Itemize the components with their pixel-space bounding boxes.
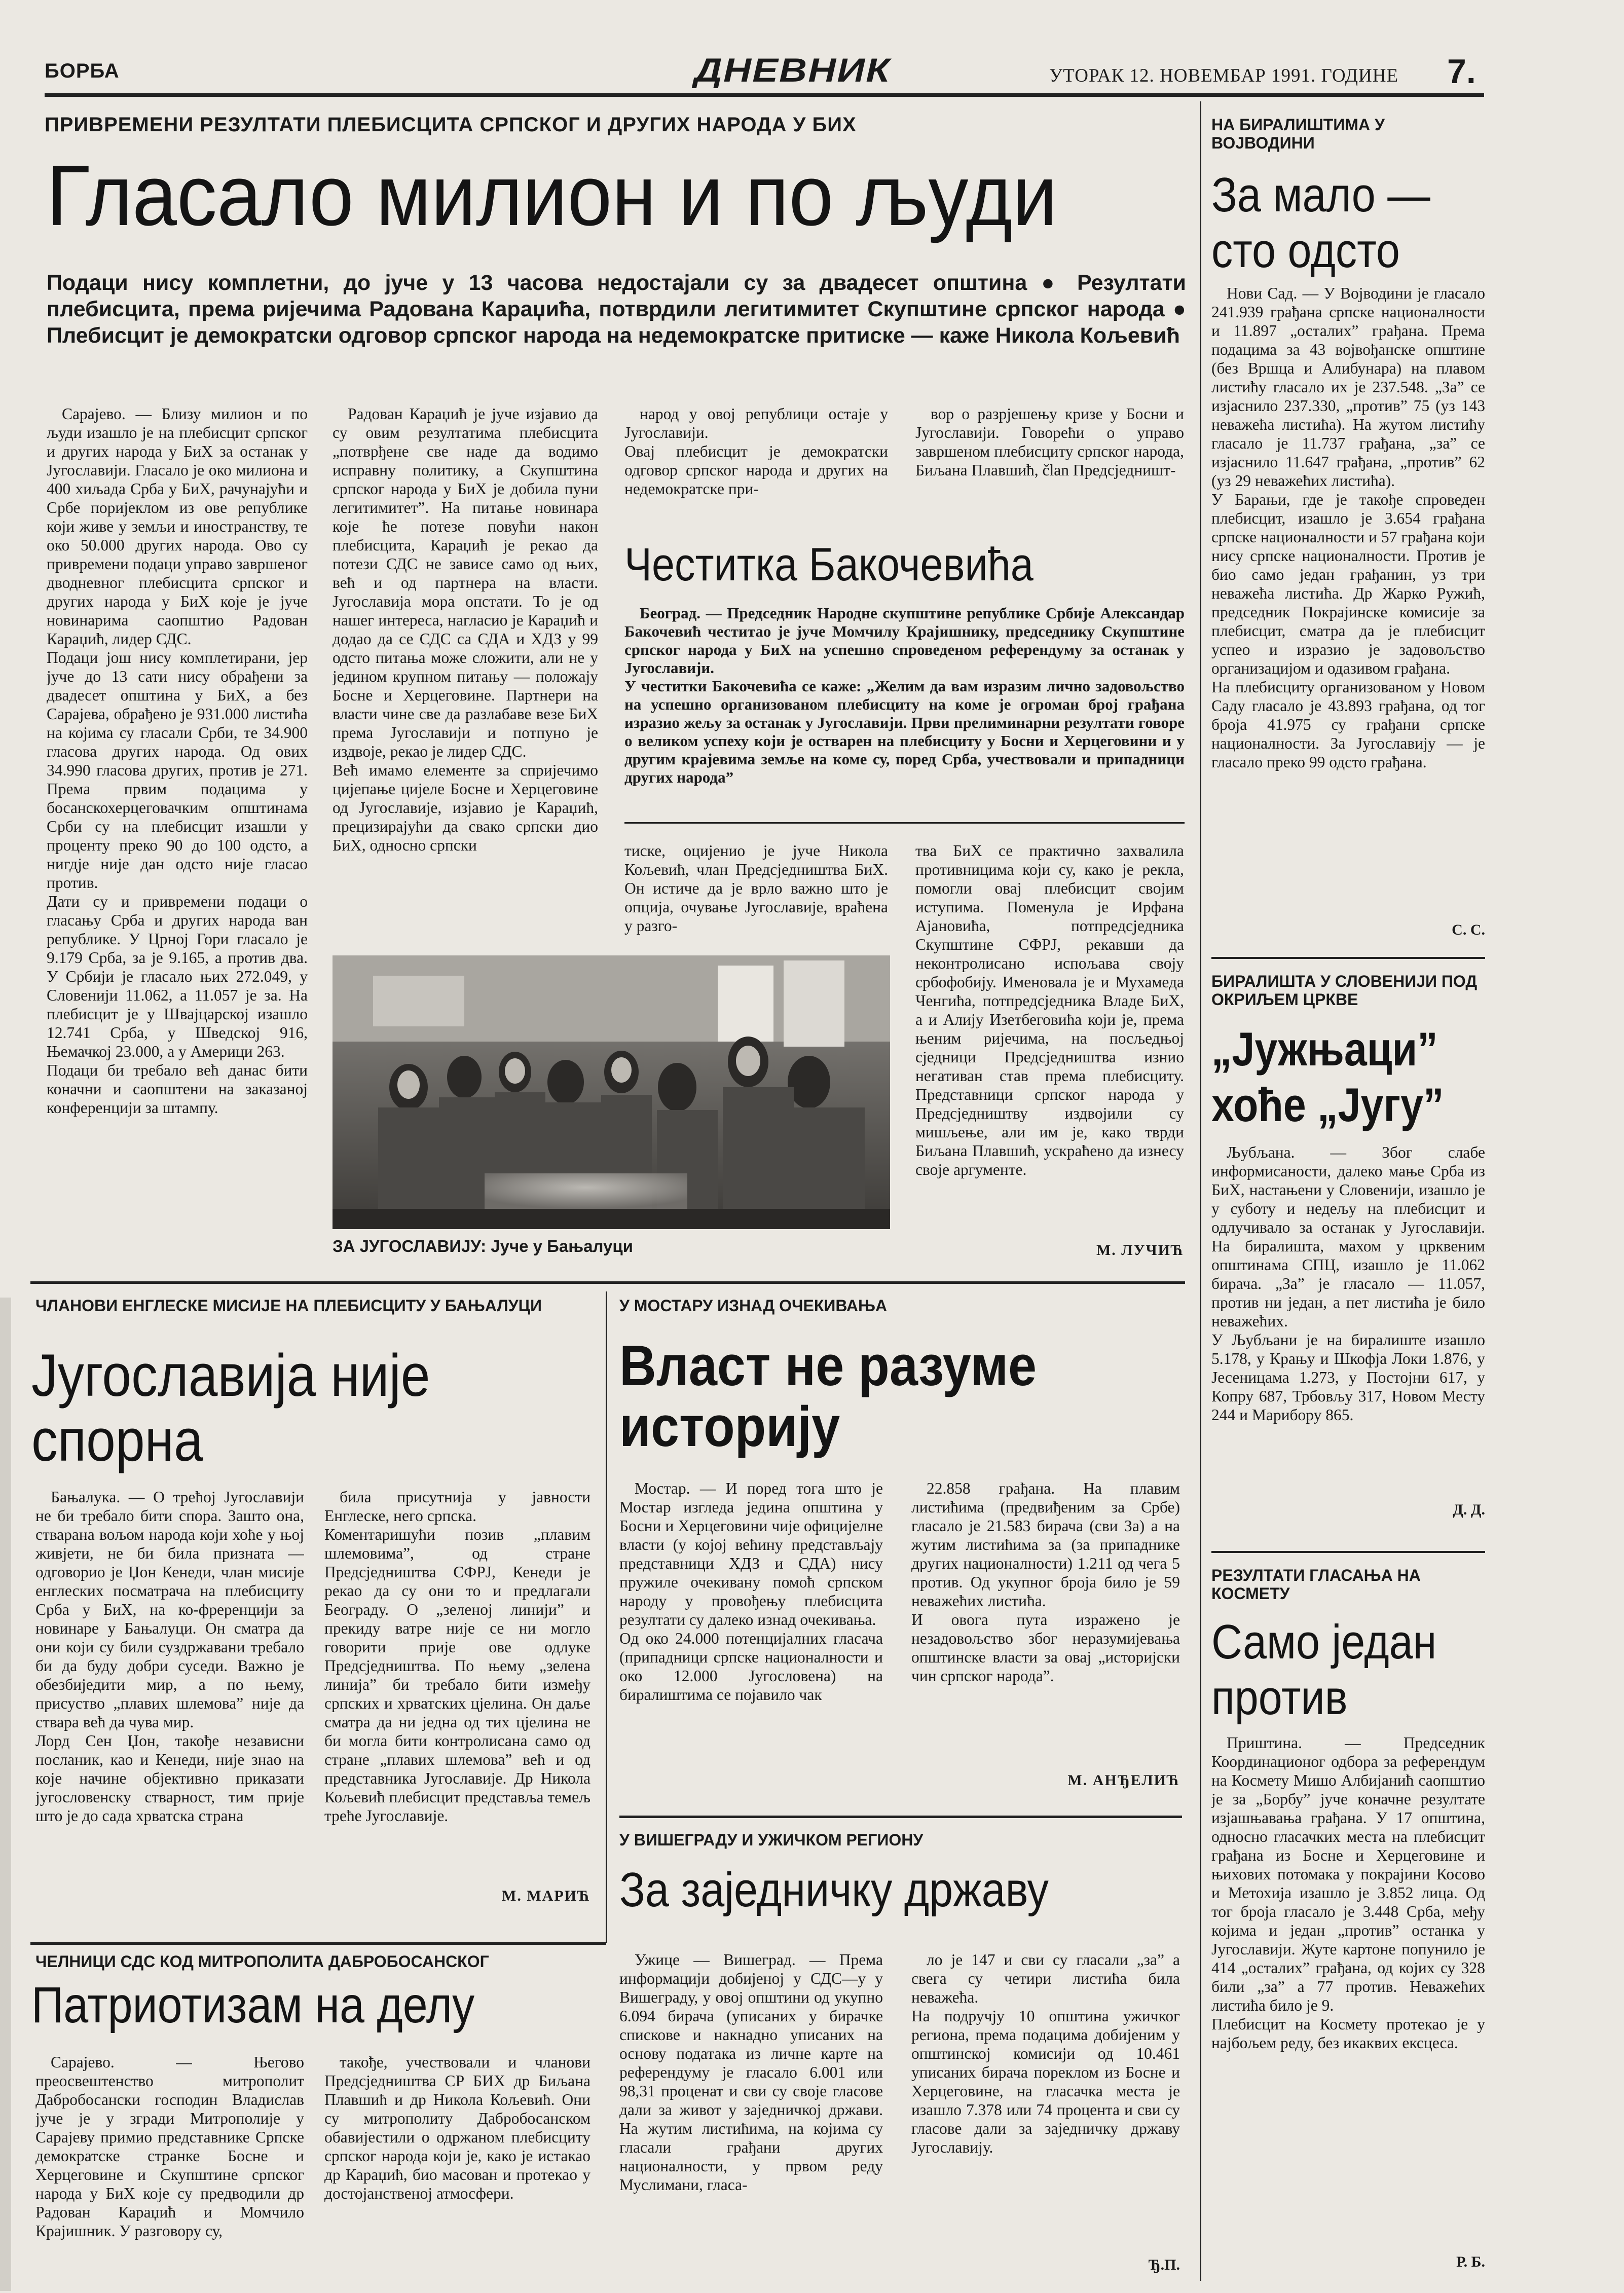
vojvodina-headline-text: За мало — сто одсто [1211,168,1430,278]
vojvodina-text: Нови Сад. — У Војводини је гласало 241.939 грађана српске националности и 11.897 „осталих” грађана. Према подацима за 43 војвођанске општине (без Вршца и Алибунара) на плавом листићу гласало их је 237.548. „За” се изјаснило 237.330, „против” 75 (уз 143 неважећа листића). На жутом листићу гласало је 11.737 грађана, „за” се изјаснило 11.647 грађана, „против” 62 (уз 29 неважећих листића). У Барањи, где је такође спроведен плебисцит, изашло је 3.654 грађана српске националности и 57 грађана који нису српске националности. Против је био само један грађанин, уз три неважећа листића. Др Жарко Ружић, председник Покрајинске комисије за плебисцит, сматра да је плебисцит успео и изразио је задовољство организацијом и одазивом грађана. На плебисциту организованом у Новом Саду гласало је 43.893 грађана, од тог броја 41.975 су грађани српске националности. За Југославију — је гласало преко 99 одсто грађана. [1211,284,1485,771]
mostar-rule [619,1816,1182,1818]
vojvodina-rule [1211,957,1485,959]
english-headline-text: Југославија није спорна [31,1342,430,1474]
main-col4-top-text: вор о разрјешењу кризе у Босни и Југославији. Говорећи о управо завршеном плебисциту српског народа, Биљана Плавшић, član Предсједништ- [915,405,1184,479]
masthead-center: ДНЕВНИК [694,51,891,89]
main-column-3-top [624,404,888,501]
mitropolit-col1-text: Сарајево. — Његово преосвештенство митрополит Дабробосански господин Владислав јуче је у згради Митрополије у Сарајеву примио представнике Српске демократске странке Босне и Херцеговине и Скупштине српског народа у БиХ које су предводили др Радован Караџић и Момчило Крајишник. У разговору су, [35,2053,304,2240]
rally-photo [333,955,890,1229]
masthead-date: УТОРАК 12. НОВЕМБАР 1991. ГОДИНЕ [1049,65,1399,86]
visegrad-column-2 [911,1950,1180,2254]
english-signature: М. МАРИЋ [502,1888,590,1904]
mostar-column-2 [911,1479,1180,1763]
english-col2-text: била присутнија у јавности Енглеске, него српска. Коментаришући позив „плавим шлемовима”, од стране Предсједништва СФРЈ, Кенеди је рекао да су они то и предлагали Београду. О „зеленој линији” и прекиду ватре није се ни могло говорити прије ове одлуке Предсједништва. По њему „зелена линија” би требало бити између српских и хрватских цјелина. Он даље сматра да ни једна од тих цјелина не би могла бити контролисана само од стране „плавих шлемова” већ и од представника Југославије. Др Никола Кољевић плебисцит представља темељ треће Југославије. [324,1488,590,1825]
vojvodina-headline [1211,167,1485,279]
column-rule-lower [606,1291,607,1943]
mostar-col2-text: 22.858 грађана. На плавим листићима (предвиђеним за Србе) гласало је 21.583 бирача (сви За) а на жутим листићима за (за припаднике других националности) 1.211 од чега 5 против. Од укупног броја било је 59 неважећих листића. И овога пута изражено је незадовољство због неразумијевања општинске власти за овај „историјски чин српског народа”. [911,1480,1180,1685]
mostar-column-1 [619,1479,883,1793]
main-col4-bottom-text: тва БиХ се практично захвалила противницима који су, како је рекла, помогли овај плебисцит својим иступима. Поменула је Ирфана Ајановића, потпредсједника Скупштине СФРЈ, рекавши да неконтролисано испољава своју србофобију. Именовала је и Мухамеда Ченгића, потпредсједника Владе БиХ, а и Алију Изетбеговића који је, према њеним ријечима, на посљедњој сједници Предсједништва изнио негативан став према плебисциту. Представници српског народа у Предсједништву издвојили су мишљење, али им је, како тврди Биљана Плавшић, ускраћено да изнесу своје аргументе. [915,842,1184,1178]
congrats-rule [624,822,1185,824]
english-column-1 [35,1488,304,1934]
masthead-left: БОРБА [45,60,120,82]
visegrad-column-1 [619,1950,883,2280]
mitropolit-kicker: ЧЕЛНИЦИ СДС КОД МИТРОПОЛИТА ДАБРОБОСАНСКОГ [35,1952,489,1971]
mostar-kicker: У МОСТАРУ ИЗНАД ОЧЕКИВАЊА [619,1297,888,1315]
slovenia-kicker: БИРАЛИШТА У СЛОВЕНИЈИ ПОД ОКРИЉЕМ ЦРКВЕ [1211,972,1478,1009]
photo-image [333,955,890,1229]
mitropolit-headline: Патриотизам на делу [31,1977,475,2033]
congrats-body [624,604,1185,817]
english-kicker: ЧЛАНОВИ ЕНГЛЕСКЕ МИСИЈЕ НА ПЛЕБИСЦИТУ У БАЊАЛУЦИ [35,1297,542,1315]
mitropolit-col2-text: такође, учествовали и чланови Предсједништва СР БИХ др Биљана Плавшић и др Никола Кољевић. Они су митрополиту Дабробосанском обавијестили о одржаном плебисциту српског народа који је, како је истакао др Караџић, био масован и протекао у достојанственој атмосфери. [324,2053,590,2202]
mitropolit-column-1 [35,2053,304,2276]
vojvodina-signature: С. С. [1452,921,1485,938]
main-col2-text: Радован Караџић је јуче изјавио да су овим резултатима плебисцита „потврђене све наде да водимо исправну политику, а Скупштина српског народа у БиХ је добила пуни легитимитет”. На питање новинара које ће потезе повући након плебисцита, Караџић је рекао да потези СДС не зависе само од њих, већ и од партнера на власти. Југославија мора опстати. То је од нашег интереса, нагласио је Караџић и додао да се СДС са СДА и ХДЗ у 99 одсто питања може сложити, али не у једином крупном питању — положају Босне и Херцеговине. Партнери на власти чине све да разлабаве везе БиХ према Југославији и потпуно је издвоје, рекао је лидер СДС. Већ имамо елементе за спријечимо цијепање цијеле Босне и Херцеговине од Југославије, изјавио је Караџић, прецизирајући да свако српски дио БиХ, односно српски [333,405,598,854]
visegrad-kicker: У ВИШЕГРАДУ И УЖИЧКОМ РЕГИОНУ [619,1831,924,1849]
masthead-rule [45,93,1484,97]
kosovo-kicker: РЕЗУЛТАТИ ГЛАСАЊА НА КОСМЕТУ [1211,1566,1421,1603]
main-signature: М. ЛУЧИЋ [1096,1242,1184,1259]
slovenia-body [1211,1143,1485,1518]
english-rule [30,1942,606,1945]
congrats-headline: Честитка Бакочевића [624,539,1034,590]
main-column-4-top [915,404,1184,501]
english-column-2 [324,1488,590,1888]
kosovo-headline [1211,1614,1485,1726]
slovenia-text: Љубљана. — Због слабе информисаности, далеко мање Срба из БиХ, настањени у Словенији, изашло је у суботу и недељу на плебисцит и одлучивало за останак у Југославији. На биралишта, махом у црквеним општинама СПЦ, изашло је 11.062 бирача. „За” је гласало — 11.057, против ни један, а пет листића је било неважећих. У Љубљани је на биралиште изашло 5.178, у Крању и Шкофја Локи 1.876, у Јесеницама 1.273, у Постојни 617, у Копру 687, Трбовљу 317, Новом Месту 244 и Марибору 865. [1211,1143,1485,1424]
main-column-4-bottom [915,841,1184,1237]
english-headline [31,1343,619,1473]
main-col3-bottom-text: тиске, оцијенио је јуче Никола Кољевић, члан Предсједништва БиХ. Он истиче да је врло важно што је опција, очување Југославије, враћена у разго- [624,842,888,935]
mostar-headline-text: Власт не разуме историју [619,1334,1037,1458]
english-col1-text: Бањалука. — О трећој Југославији не би требало бити спора. Зашто она, стварана вољом народа који хоће у њој живјети, не би била призната — одговорио је Џон Кенеди, члан мисије енглеских посматрача на плебисциту Срба у БиХ, на ко-фреренцији за новинаре у Бањалуци. Он сматра да они који су били суздржавани требало би да буду добри суседи. Важно је обезбиједити мир, а по њему, присуство „плавих шлемова” није да ствара већ да чува мир. Лорд Сен Џон, такође независни посланик, као и Кенеди, није знао на које начине објективно приказати југословенску стварност, тим прије што је до сада хрватска страна [35,1488,304,1825]
page-number: 7. [1447,52,1476,91]
main-column-3-bottom [624,841,888,950]
main-col1-text: Сарајево. — Близу милион и по људи изашло је на плебисцит српског и других народа у БиХ за останак у Југославији. Гласало је око милиона и 400 хиљада Срба у БиХ, рачунајући и Србе поријеклом из ове републике који живе у земљи и иностранству, те око 50.000 других народа. Ово су привремени подаци управо завршеног дводневног плебисцита српског и других народа у БиХ које је јуче новинарима саопштио Радован Караџић, лидер СДС. Подаци још нису комплетирани, јер јуче до 13 сати нису обрађени за двадесет општина у БиХ, а без Сарајева, обрађено је 931.000 листића на којима су гласали Срби, те 34.900 гласова других народа. Од ових 34.990 гласова других, против је 271. Према првим подацима у босанскохерцеговачким општинама Срби су на плебисцит изашли у проценту преко 90 до 100 одсто, а нигдје није дан одсто није гласао против. Дати су и привремени подаци о гласању Срба и других народа ван републике. У Црној Гори гласало је 9.179 Срба, за је 9.165, а против два. У Србији је гласало њих 272.049, у Словенији 11.062, а 11.057 је за. На плебисцит је у Швајцарској изашло 12.741 Срба, у Шведској 916, Њемачкој 23.000, а у Америци 263. Подаци би требало већ данас бити коначни и саопштени на заказаној конференцији за штампу. [47,405,308,1117]
visegrad-signature: Ђ.П. [1148,2257,1180,2273]
slovenia-headline-text: „Јужњаци” хоће „Југу” [1211,1022,1444,1131]
main-column-2 [333,404,598,937]
visegrad-col1-text: Ужице — Вишеград. — Према информацији добијеној у СДС—у у Вишеграду, у овој општини од укупно 6.094 бирача (уписаних у бирачке спискове и накнадно уписаних на основу података из личне карте на референдуму је гласало 6.001 или 98,31 проценат и сви су своје гласове дали за живот у заједничкој држави. На жутим листићима, на којима су гласали грађани других националности, у првом реду Муслимани, гласа- [619,1951,883,2194]
main-kicker: ПРИВРЕМЕНИ РЕЗУЛТАТИ ПЛЕБИСЦИТА СРПСКОГ И ДРУГИХ НАРОДА У БИХ [45,114,857,136]
section-divider-main [30,1281,1185,1284]
slovenia-signature: Д. Д. [1453,1501,1485,1518]
photo-caption: ЗА ЈУГОСЛАВИЈУ: Јуче у Бањалуци [333,1237,633,1255]
mostar-headline [619,1336,1182,1457]
vojvodina-kicker: НА БИРАЛИШТИМА У ВОЈВОДИНИ [1211,116,1385,152]
main-headline: Гласало милион и по људи [47,147,1057,244]
slovenia-rule [1211,1551,1485,1553]
visegrad-headline: За заједничку државу [619,1863,1049,1917]
kosovo-headline-text: Само један против [1211,1615,1437,1725]
main-deck: Подаци нису комплетни, до јуче у 13 часова недостајали су за двадесет општина ● Резултати плебисцита, према ријечима Радована Караџића, потврдили легитимитет Скупштине српског народа ● Плебисцит је демократски одговор српског народа на недемократске притиске — каже Никола Кољевић [47,271,1186,348]
page-bleed-strip [0,1298,11,2291]
mitropolit-column-2 [324,2053,590,2276]
mostar-signature: М. АНЂЕЛИЋ [1067,1772,1180,1789]
vojvodina-body [1211,284,1485,915]
kosovo-text: Приштина. — Председник Координационог одбора за референдум на Космету Мишо Албијанић саопштио је за „Борбу” јуче коначне резултате изјашњавања грађана. У 17 општина, односно гласачких места на плебисцит грађана из Босне и Херцеговине и њихових потомака у покрајини Косово и Метохија изашло је 3.852 лица. Од тог броја гласало је 3.448 Срба, међу којима и један „против” останка у Југославији. Жуте картоне попунило је 414 „осталих” грађана, од којих су 328 били „за” а 77 против. Неважећих листића било је 9. Плебисцит на Космету протекао је у најбољем реду, без икаквих ексцеса. [1211,1734,1485,2052]
visegrad-col2-text: ло је 147 и сви су гласали „за” а свега су четири листића била неважећа. На подручју 10 општина ужичког региона, према подацима добијеним у општинској комисији од 10.461 уписаних бирача пореклом из Босне и Херцеговине, на гласачка места је изашло 7.378 или 74 процента и сви су гласове дали за заједничку државу Југославију. [911,1951,1180,2156]
sidebar-rule [1200,101,1201,2281]
main-column-1 [47,404,308,1262]
kosovo-body [1211,1733,1485,2240]
congrats-text: Београд. — Председник Народне скупштине републике Србије Александар Бакочевић честитао је јуче Момчилу Крајишнику, председнику Скупштине српског народа у БиХ на успешно спроведеном референдуму за останак у Југославији. У честитки Бакочевића се каже: „Желим да вам изразим лично задовољство на успешно организованом плебисциту на коме је огроман број грађана изразио жељу за останак у Југославији. Први прелиминарни резултати говоре о великом успеху који је остварен на плебисциту у Босни и Херцеговини и у другим крајевима земље на коме су, поред Срба, учествовали и припадници других народа” [624,604,1185,786]
kosovo-signature: Р. Б. [1456,2253,1485,2270]
main-col3-top-text: народ у овој републици остаје у Југославији. Овај плебисцит је демократски одговор српског народа и других на недемократске при- [624,405,888,498]
mostar-col1-text: Мостар. — И поред тога што је Мостар изгледа једина општина у Босни и Херцеговини чије официјелне власти (у којој већину представљају представници ХДЗ и СДА) нису пружиле очекивану помоћ српском народу у провођењу плебисцита резултати су далеко изнад очекивања. Од око 24.000 потенцијалних гласача (припадници српске националности и око 12.000 Југословена) на биралиштима се појавило чак [619,1480,883,1704]
slovenia-headline [1211,1021,1485,1133]
